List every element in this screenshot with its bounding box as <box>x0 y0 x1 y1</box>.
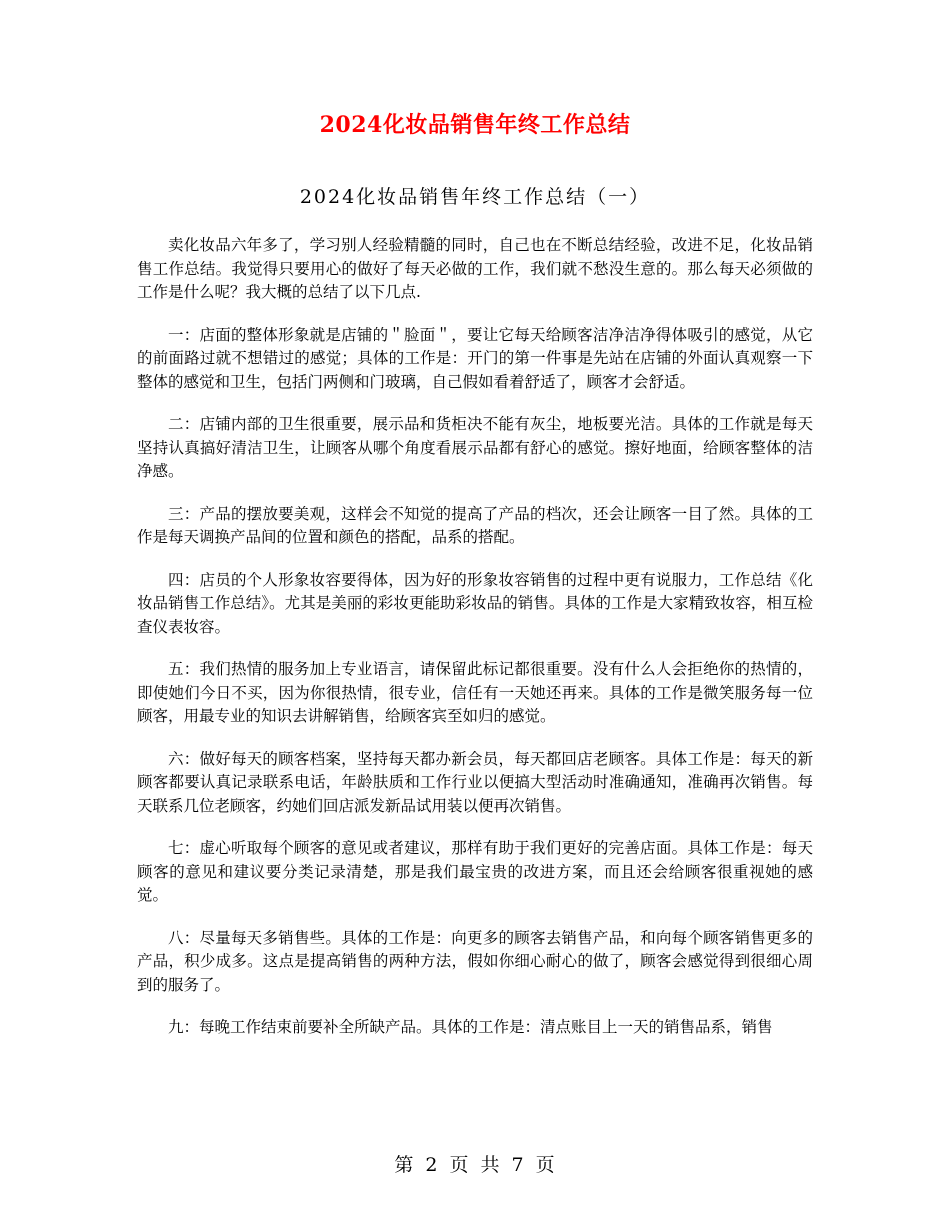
document-title: 2024化妆品销售年终工作总结 <box>319 112 631 138</box>
paragraph-point-6: 六：做好每天的顾客档案，坚持每天都办新会员，每天都回店老顾客。具体工作是：每天的新顾客都要认真记录联系电话，年龄肤质和工作行业以便搞大型活动时准确通知，准确再次销售。每天联系几位老顾客，约她们回店派发新品试用装以便再次销售。 <box>137 749 813 815</box>
paragraph-point-8: 八：尽量每天多销售些。具体的工作是：向更多的顾客去销售产品，和向每个顾客销售更多的产品，积少成多。这点是提高销售的两种方法，假如你细心耐心的做了，顾客会感觉得到很细心周到的服务了。 <box>137 928 813 994</box>
document-subtitle: 2024化妆品销售年终工作总结（一） <box>299 186 651 208</box>
paragraph-point-3: 三：产品的摆放要美观，这样会不知觉的提高了产品的档次，还会让顾客一目了然。具体的工作是每天调换产品间的位置和颜色的搭配，品系的搭配。 <box>137 504 813 546</box>
paragraph-point-5: 五：我们热情的服务加上专业语言，请保留此标记都很重要。没有什么人会拒绝你的热情的，即使她们今日不买，因为你很热情，很专业，信任有一天她还再来。具体的工作是微笑服务每一位顾客，用最专业的知识去讲解销售，给顾客宾至如归的感觉。 <box>137 660 813 725</box>
paragraph-point-2: 二：店铺内部的卫生很重要，展示品和货柜决不能有灰尘，地板要光洁。具体的工作就是每天坚持认真搞好清洁卫生，让顾客从哪个角度看展示品都有舒心的感觉。擦好地面，给顾客整体的洁净感。 <box>137 415 813 480</box>
paragraph-point-4: 四：店员的个人形象妆容要得体，因为好的形象妆容销售的过程中更有说服力，工作总结《化妆品销售工作总结》。尤其是美丽的彩妆更能助彩妆品的销售。具体的工作是大家精致妆容，相互检查仪表妆容。 <box>137 570 813 636</box>
page-number-footer: 第 2 页 共 7 页 <box>394 1154 556 1176</box>
paragraph-point-9: 九：每晚工作结束前要补全所缺产品。具体的工作是：清点账目上一天的销售品系，销售 <box>168 1018 773 1036</box>
paragraph-point-1: 一：店面的整体形象就是店铺的＂脸面＂，要让它每天给顾客洁净洁净得体吸引的感觉，从它的前面路过就不想错过的感觉；具体的工作是：开门的第一件事是先站在店铺的外面认真观察一下整体的感觉和卫生，包括门两侧和门玻璃，自己假如看着舒适了，顾客才会舒适。 <box>137 325 813 391</box>
document-body <box>137 234 813 1059</box>
paragraph-point-7: 七：虚心听取每个顾客的意见或者建议，那样有助于我们更好的完善店面。具体工作是：每天顾客的意见和建议要分类记录清楚，那是我们最宝贵的改进方案，而且还会给顾客很重视她的感觉。 <box>137 839 813 904</box>
paragraph-intro: 卖化妆品六年多了，学习别人经验精髓的同时，自己也在不断总结经验，改进不足，化妆品销售工作总结。我觉得只要用心的做好了每天必做的工作，我们就不愁没生意的。那么每天必须做的工作是什么呢？我大概的总结了以下几点. <box>137 236 813 301</box>
